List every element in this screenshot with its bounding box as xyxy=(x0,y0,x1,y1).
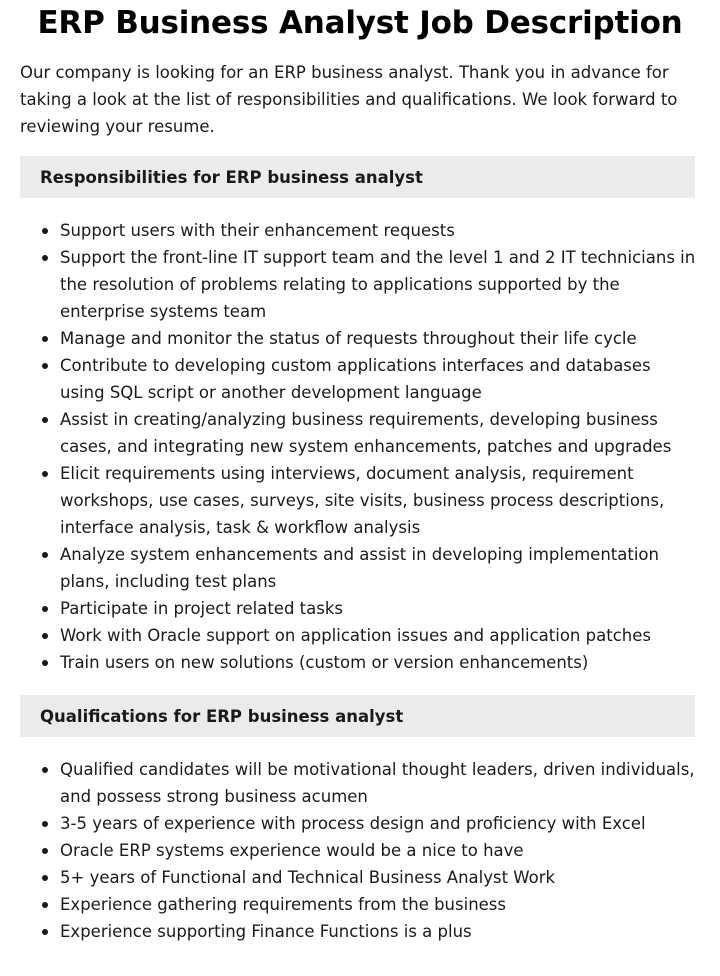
list-item: 3-5 years of experience with process design and proficiency with Excel xyxy=(60,810,698,837)
list-item: Assist in creating/analyzing business requirements, developing business cases, and integrating new system enhancements, patches and upgrades xyxy=(60,406,698,460)
qualifications-header xyxy=(20,695,695,737)
responsibilities-list xyxy=(20,217,698,676)
list-item: Participate in project related tasks xyxy=(60,595,698,622)
list-item: Qualified candidates will be motivational thought leaders, driven individuals, and possess strong business acumen xyxy=(60,756,698,810)
list-item: 5+ years of Functional and Technical Business Analyst Work xyxy=(60,864,698,891)
page-title: ERP Business Analyst Job Description xyxy=(37,5,683,41)
qualifications-heading: Qualifications for ERP business analyst xyxy=(40,706,404,726)
list-item: Contribute to developing custom applications interfaces and databases using SQL script or another development language xyxy=(60,352,698,406)
qualifications-list xyxy=(20,756,698,945)
intro-paragraph: Our company is looking for an ERP business analyst. Thank you in advance for taking a look at the list of responsibilities and qualifications. We look forward to reviewing your resume. xyxy=(20,63,678,136)
list-item: Elicit requirements using interviews, document analysis, requirement workshops, use cases, surveys, site visits, business process descriptions, interface analysis, task & workflow analysis xyxy=(60,460,698,541)
responsibilities-header xyxy=(20,156,695,198)
list-item: Support users with their enhancement requests xyxy=(60,217,698,244)
list-item: Manage and monitor the status of requests throughout their life cycle xyxy=(60,325,698,352)
list-item: Work with Oracle support on application issues and application patches xyxy=(60,622,698,649)
list-item: Support the front-line IT support team and the level 1 and 2 IT technicians in the resolution of problems relating to applications supported by the enterprise systems team xyxy=(60,244,698,325)
list-item: Analyze system enhancements and assist in developing implementation plans, including test plans xyxy=(60,541,698,595)
list-item: Train users on new solutions (custom or version enhancements) xyxy=(60,649,698,676)
list-item: Oracle ERP systems experience would be a nice to have xyxy=(60,837,698,864)
responsibilities-heading: Responsibilities for ERP business analyst xyxy=(40,167,423,187)
list-item: Experience supporting Finance Functions is a plus xyxy=(60,918,698,945)
list-item: Experience gathering requirements from the business xyxy=(60,891,698,918)
